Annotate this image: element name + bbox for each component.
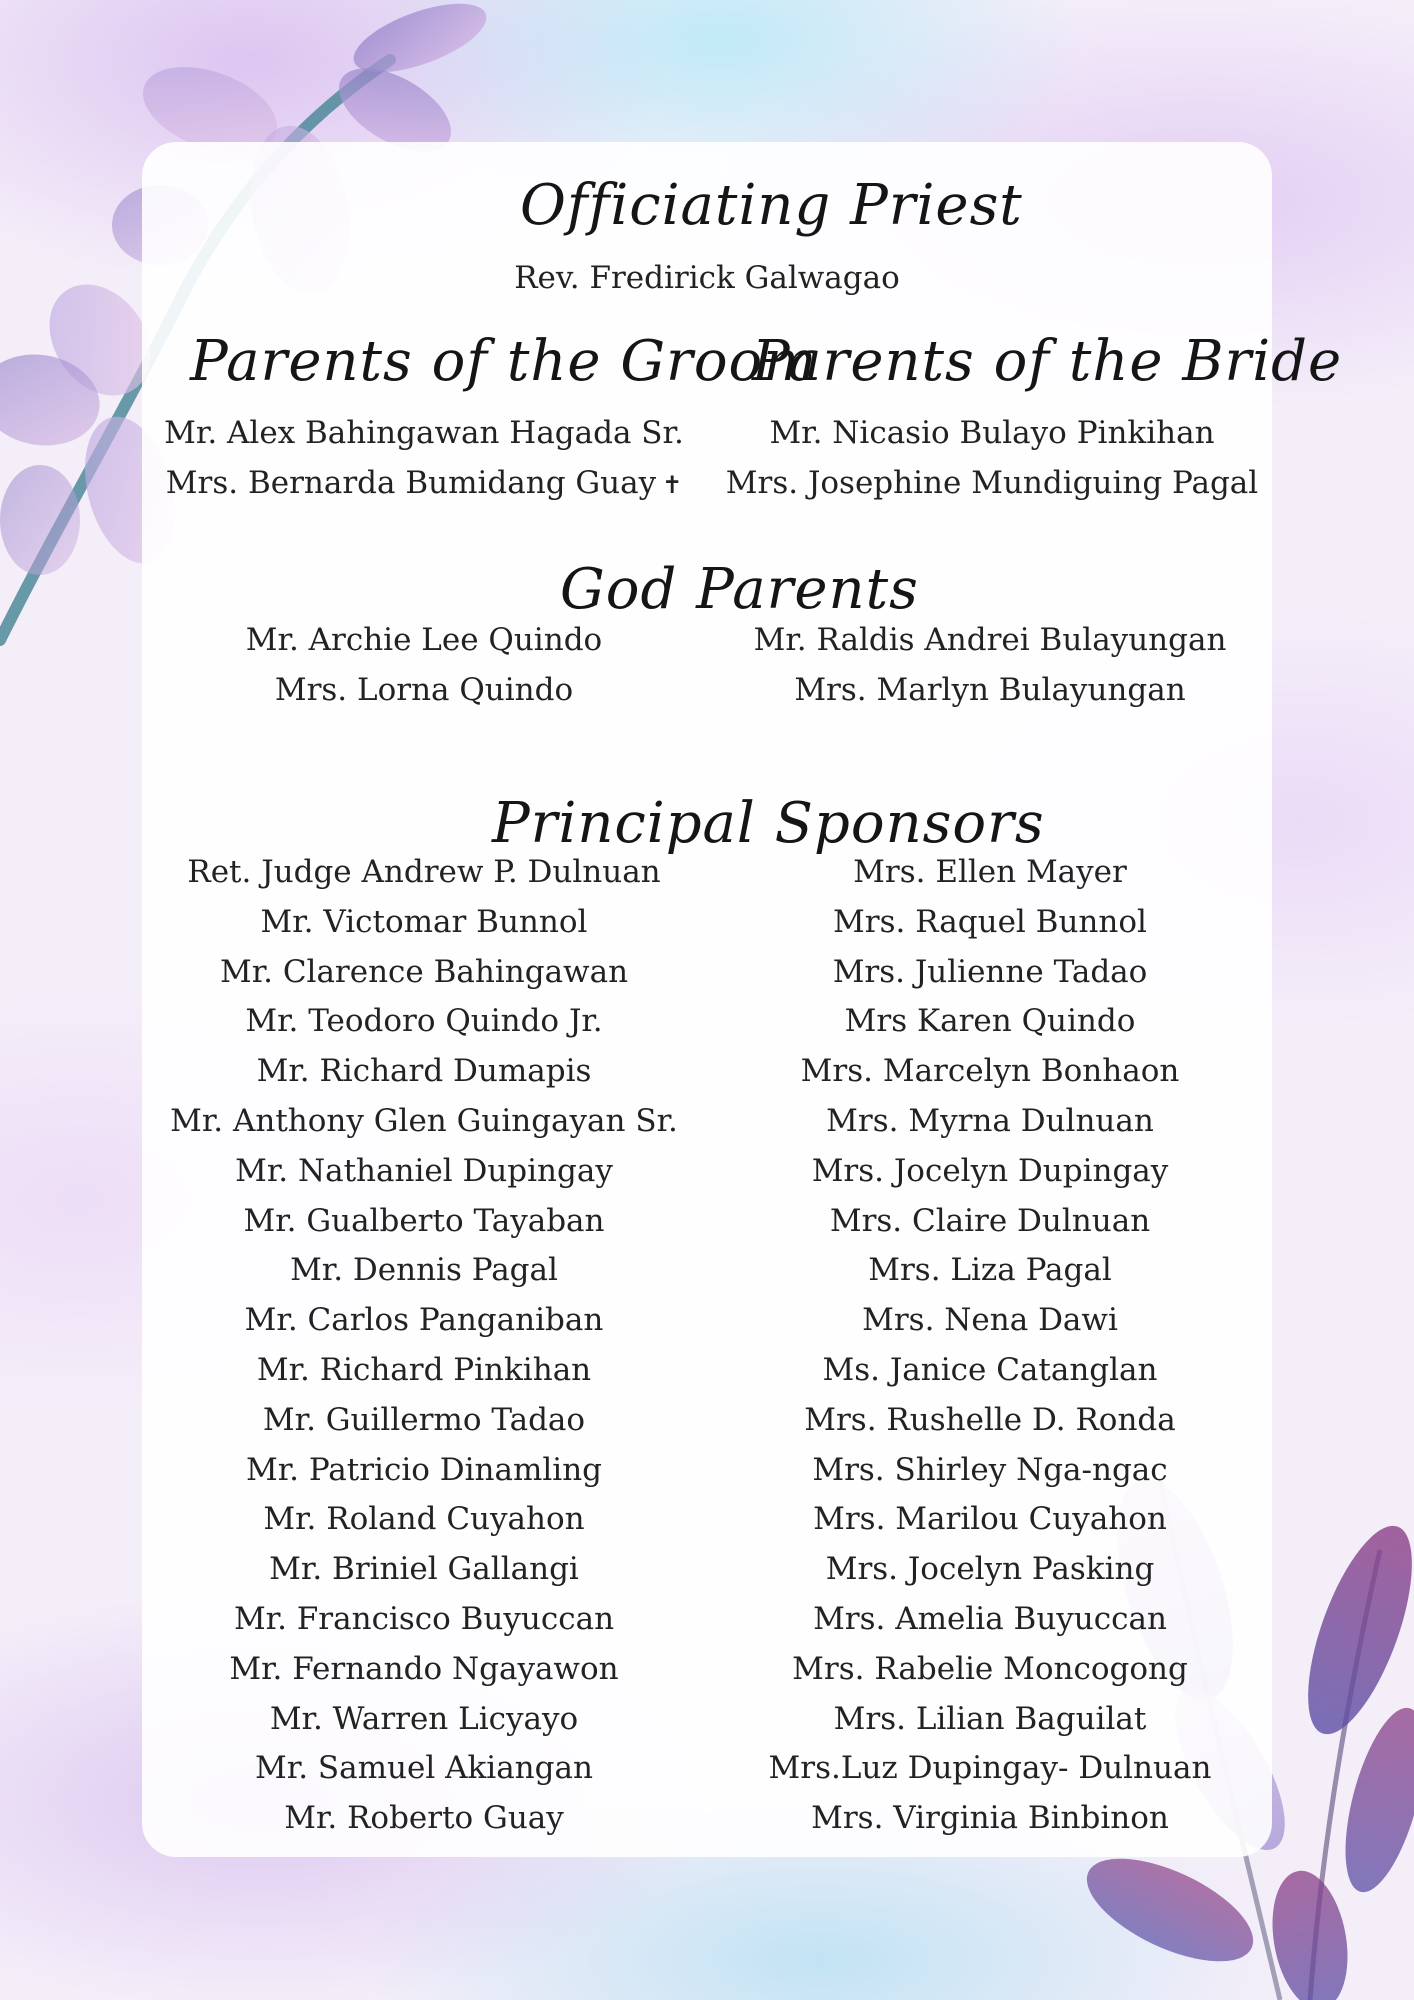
list-item: Mr. Clarence Bahingawan [219, 953, 629, 990]
list-item: Mrs. Ellen Mayer [853, 854, 1127, 890]
list-item: Mr. Victomar Bunnol [260, 903, 588, 940]
list-item: Mr. Richard Dumapis [256, 1053, 592, 1090]
list-item: Mr. Briniel Gallangi [269, 1551, 579, 1588]
godparent-left-1: Mr. Archie Lee Quindo [245, 622, 603, 658]
list-item: Mrs. Jocelyn Dupingay [811, 1152, 1169, 1189]
list-item: Mr. Samuel Akiangan [255, 1750, 593, 1787]
sponsors-left-list [124, 852, 724, 1848]
godparent-right-1: Mr. Raldis Andrei Bulayungan [753, 622, 1227, 658]
list-item: Mrs. Liza Pagal [868, 1252, 1112, 1289]
list-item: Mr. Richard Pinkihan [256, 1351, 592, 1388]
groom-father-name: Mr. Alex Bahingawan Hagada Sr. [164, 415, 684, 451]
list-item: Mr. Patricio Dinamling [245, 1451, 603, 1488]
list-item: Mrs Karen Quindo [844, 1003, 1136, 1040]
list-item: Mr. Fernando Ngayawon [229, 1650, 619, 1687]
principal-sponsors-heading: Principal Sponsors [492, 791, 1045, 856]
officiating-priest-name: Rev. Fredirick Galwagao [514, 260, 900, 296]
list-item: Ms. Janice Catanglan [822, 1351, 1158, 1388]
list-item: Mr. Anthony Glen Guingayan Sr. [170, 1102, 678, 1139]
list-item: Mrs. Myrna Dulnuan [826, 1102, 1154, 1139]
parents-bride-heading: Parents of the Bride [752, 329, 1343, 394]
list-item: Mr. Guillermo Tadao [262, 1401, 586, 1438]
list-item: Ret. Judge Andrew P. Dulnuan [187, 854, 661, 890]
list-item: Mrs. Jocelyn Pasking [825, 1551, 1155, 1588]
cross-icon: ✝ [662, 471, 683, 499]
list-item: Mrs. Nena Dawi [862, 1302, 1118, 1339]
list-item: Mr. Teodoro Quindo Jr. [245, 1003, 603, 1040]
list-item: Mr. Dennis Pagal [290, 1252, 558, 1289]
godparents-heading: God Parents [560, 557, 919, 622]
bride-father-name: Mr. Nicasio Bulayo Pinkihan [769, 415, 1215, 451]
list-item: Mr. Nathaniel Dupingay [235, 1152, 613, 1189]
groom-mother-name: Mrs. Bernarda Bumidang Guay [165, 465, 657, 501]
list-item: Mr. Francisco Buyuccan [233, 1600, 615, 1637]
list-item: Mr. Roberto Guay [284, 1800, 564, 1837]
list-item: Mr. Gualberto Tayaban [243, 1202, 605, 1239]
officiating-priest-heading: Officiating Priest [520, 173, 1023, 238]
godparent-right-2: Mrs. Marlyn Bulayungan [794, 672, 1186, 708]
list-item: Mrs.Luz Dupingay- Dulnuan [768, 1750, 1212, 1787]
list-item: Mrs. Rushelle D. Ronda [804, 1401, 1176, 1438]
list-item: Mrs. Amelia Buyuccan [813, 1600, 1167, 1637]
list-item: Mr. Warren Licyayo [269, 1700, 579, 1737]
bride-mother-name: Mrs. Josephine Mundiguing Pagal [725, 465, 1259, 501]
list-item: Mrs. Raquel Bunnol [833, 903, 1147, 940]
sponsors-right-list [690, 852, 1290, 1848]
list-item: Mrs. Marilou Cuyahon [813, 1501, 1167, 1538]
list-item: Mrs. Shirley Nga-ngac [812, 1451, 1168, 1488]
parents-groom-heading: Parents of the Groom [190, 329, 818, 394]
list-item: Mrs. Claire Dulnuan [829, 1202, 1151, 1239]
list-item: Mrs. Rabelie Moncogong [792, 1650, 1188, 1687]
list-item: Mrs. Lilian Baguilat [833, 1700, 1147, 1737]
groom-mother-row [165, 465, 683, 501]
list-item: Mrs. Virginia Binbinon [811, 1800, 1169, 1837]
list-item: Mrs. Julienne Tadao [832, 953, 1148, 990]
list-item: Mrs. Marcelyn Bonhaon [800, 1053, 1180, 1090]
godparent-left-2: Mrs. Lorna Quindo [274, 672, 574, 708]
list-item: Mr. Carlos Panganiban [244, 1302, 604, 1339]
list-item: Mr. Roland Cuyahon [263, 1501, 585, 1538]
